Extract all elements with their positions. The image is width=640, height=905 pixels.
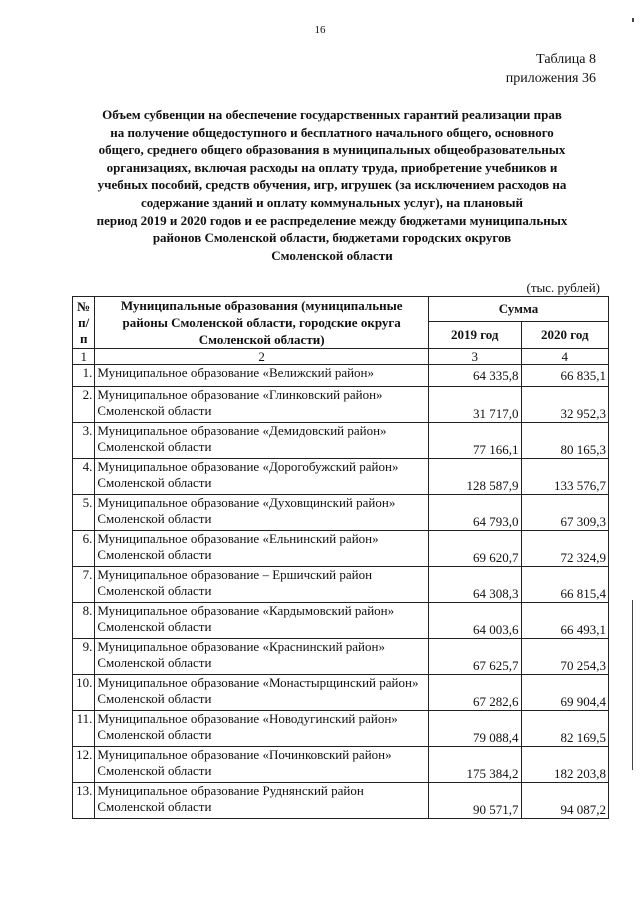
column-index: 3: [428, 349, 521, 365]
amount-2019: 128 587,9: [428, 459, 521, 495]
row-number: 9.: [73, 639, 95, 675]
table-row: [73, 423, 609, 459]
table-label: Таблица 8: [536, 52, 596, 67]
header-municipality: Муниципальные образования (муниципальные районы Смоленской области, городские округа Смоленской области): [95, 297, 429, 349]
row-number: 11.: [73, 711, 95, 747]
amount-2019: 67 625,7: [428, 639, 521, 675]
table-row: [73, 365, 609, 387]
row-number: 10.: [73, 675, 95, 711]
municipality-name: Муниципальное образование «Глинковский район» Смоленской области: [95, 387, 429, 423]
amount-2020: 80 165,3: [521, 423, 609, 459]
header-sum: Сумма: [428, 297, 608, 322]
municipality-name: Муниципальное образование «Кардымовский район» Смоленской области: [95, 603, 429, 639]
appendix-label: приложения 36: [505, 71, 596, 86]
amount-2019: 77 166,1: [428, 423, 521, 459]
table-row: [73, 495, 609, 531]
table-row: [73, 675, 609, 711]
title-line: содержание зданий и оплату коммунальных услуг), на плановый: [140, 194, 524, 210]
amount-2020: 66 493,1: [521, 603, 609, 639]
document-title: [52, 106, 612, 264]
municipality-name: Муниципальное образование «Велижский район»: [95, 365, 429, 387]
table-row: [73, 783, 609, 819]
amount-2020: 32 952,3: [521, 387, 609, 423]
table-row: [73, 387, 609, 423]
row-number: 7.: [73, 567, 95, 603]
table-row: [73, 639, 609, 675]
title-line: Объем субвенции на обеспечение государственных гарантий реализации прав: [102, 107, 562, 122]
column-index: 1: [73, 349, 95, 365]
amount-2020: 82 169,5: [521, 711, 609, 747]
municipality-name: Муниципальное образование «Починковский район» Смоленской области: [95, 747, 429, 783]
header-number-line2: п/п: [78, 314, 90, 346]
municipality-name: Муниципальное образование – Ершичский район Смоленской области: [95, 567, 429, 603]
municipality-name: Муниципальное образование «Краснинский район» Смоленской области: [95, 639, 429, 675]
amount-2020: 72 324,9: [521, 531, 609, 567]
column-index: 4: [521, 349, 609, 365]
header-number: [73, 297, 95, 349]
row-number: 2.: [73, 387, 95, 423]
table-row: [73, 603, 609, 639]
scan-artifact: [632, 600, 633, 770]
municipality-name: Муниципальное образование «Ельнинский район» Смоленской области: [95, 531, 429, 567]
title-line: учебных пособий, средств обучения, игр, игрушек (за исключением расходов на: [97, 177, 567, 193]
row-number: 4.: [73, 459, 95, 495]
row-number: 3.: [73, 423, 95, 459]
amount-2020: 70 254,3: [521, 639, 609, 675]
amount-2019: 64 335,8: [428, 365, 521, 387]
municipality-name: Муниципальное образование Руднянский район Смоленской области: [95, 783, 429, 819]
table-row: [73, 567, 609, 603]
table-row: [73, 711, 609, 747]
amount-2019: 64 793,0: [428, 495, 521, 531]
municipality-name: Муниципальное образование «Новодугинский район» Смоленской области: [95, 711, 429, 747]
amount-2020: 94 087,2: [521, 783, 609, 819]
units-label: (тыс. рублей): [526, 280, 600, 295]
municipality-name: Муниципальное образование «Монастырщинский район» Смоленской области: [95, 675, 429, 711]
page-number: 16: [314, 24, 326, 36]
header-number-line1: №: [77, 298, 91, 314]
amount-2019: 64 003,6: [428, 603, 521, 639]
amount-2019: 64 308,3: [428, 567, 521, 603]
header-year-2020: 2020 год: [521, 322, 609, 349]
row-number: 1.: [73, 365, 95, 387]
row-number: 13.: [73, 783, 95, 819]
amount-2019: 31 717,0: [428, 387, 521, 423]
amount-2020: 67 309,3: [521, 495, 609, 531]
amount-2019: 175 384,2: [428, 747, 521, 783]
municipality-name: Муниципальное образование «Демидовский район» Смоленской области: [95, 423, 429, 459]
amount-2020: 133 576,7: [521, 459, 609, 495]
title-line: районов Смоленской области, бюджетами городских округов: [152, 230, 512, 246]
table-row: [73, 459, 609, 495]
subvention-table: [72, 296, 609, 819]
amount-2020: 69 904,4: [521, 675, 609, 711]
amount-2020: 182 203,8: [521, 747, 609, 783]
title-line: общего, среднего общего образования в муниципальных общеобразовательных: [98, 142, 566, 158]
municipality-name: Муниципальное образование «Духовщинский район» Смоленской области: [95, 495, 429, 531]
amount-2019: 67 282,6: [428, 675, 521, 711]
amount-2019: 69 620,7: [428, 531, 521, 567]
column-index: 2: [95, 349, 429, 365]
title-line: Смоленской области: [271, 247, 393, 263]
table-row: [73, 531, 609, 567]
amount-2020: 66 835,1: [521, 365, 609, 387]
amount-2020: 66 815,4: [521, 567, 609, 603]
title-line: на получение общедоступного и бесплатного начального общего, основного: [110, 124, 554, 140]
row-number: 6.: [73, 531, 95, 567]
amount-2019: 90 571,7: [428, 783, 521, 819]
table-reference: [506, 50, 596, 88]
row-number: 12.: [73, 747, 95, 783]
scan-artifact: [632, 18, 634, 22]
amount-2019: 79 088,4: [428, 711, 521, 747]
title-line: организациях, включая расходы на оплату труда, приобретение учебников и: [106, 159, 558, 175]
row-number: 5.: [73, 495, 95, 531]
table-row: [73, 747, 609, 783]
municipality-name: Муниципальное образование «Дорогобужский район» Смоленской области: [95, 459, 429, 495]
title-line: период 2019 и 2020 годов и ее распределение между бюджетами муниципальных: [96, 212, 568, 228]
header-year-2019: 2019 год: [428, 322, 521, 349]
row-number: 8.: [73, 603, 95, 639]
column-index-row: [73, 349, 609, 365]
